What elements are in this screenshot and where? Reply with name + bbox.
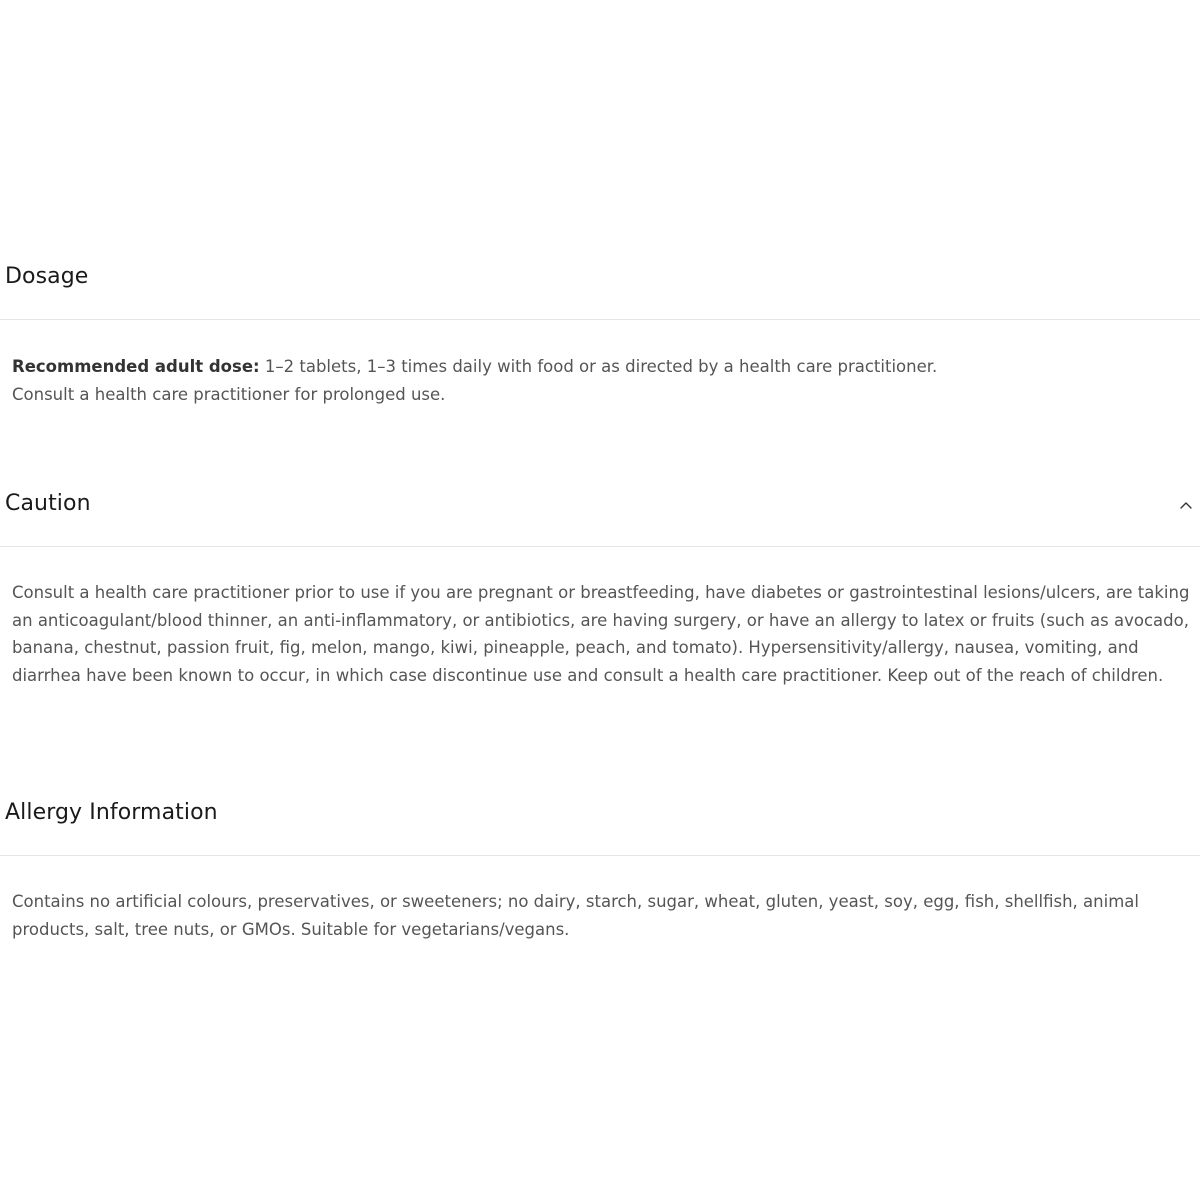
allergy-title: Allergy Information bbox=[5, 800, 218, 825]
dosage-line-2: Consult a health care practitioner for prolonged use. bbox=[12, 384, 446, 404]
caution-section bbox=[0, 455, 1200, 689]
allergy-header[interactable] bbox=[0, 764, 1200, 856]
allergy-body bbox=[0, 856, 1197, 943]
dosage-title: Dosage bbox=[5, 264, 89, 289]
allergy-section bbox=[0, 764, 1200, 943]
dosage-section bbox=[0, 228, 1200, 408]
dosage-header[interactable] bbox=[0, 228, 1200, 320]
caution-text: Consult a health care practitioner prior to use if you are pregnant or breastfeeding, have diabetes or gastrointestinal lesions/ulcers, are taking an anticoagulant/blood thinner, an anti-inflammatory, or antibiotics, are having surgery, or have an allergy to latex or fruits (such as avocado, banana, chestnut, passion fruit, fig, melon, mango, kiwi, pineapple, peach, and tomato). Hypersensitivity/allergy, nausea, vomiting, and diarrhea have been known to occur, in which case discontinue use and consult a health care practitioner. Keep out of the reach of children. bbox=[12, 583, 1190, 685]
caution-body bbox=[0, 547, 1197, 689]
chevron-up-icon[interactable] bbox=[1176, 495, 1196, 515]
caution-title: Caution bbox=[5, 491, 91, 516]
allergy-text: Contains no artificial colours, preservatives, or sweeteners; no dairy, starch, sugar, wheat, gluten, yeast, soy, egg, fish, shellfish, animal products, salt, tree nuts, or GMOs. Suitable for vegetarians/vegans. bbox=[12, 892, 1139, 939]
dosage-text: 1–2 tablets, 1–3 times daily with food or as directed by a health care practitioner. bbox=[259, 357, 938, 376]
caution-header[interactable] bbox=[0, 455, 1200, 547]
dosage-body bbox=[0, 320, 1197, 408]
dosage-label: Recommended adult dose: bbox=[12, 357, 260, 376]
dosage-line-1 bbox=[12, 353, 1197, 381]
